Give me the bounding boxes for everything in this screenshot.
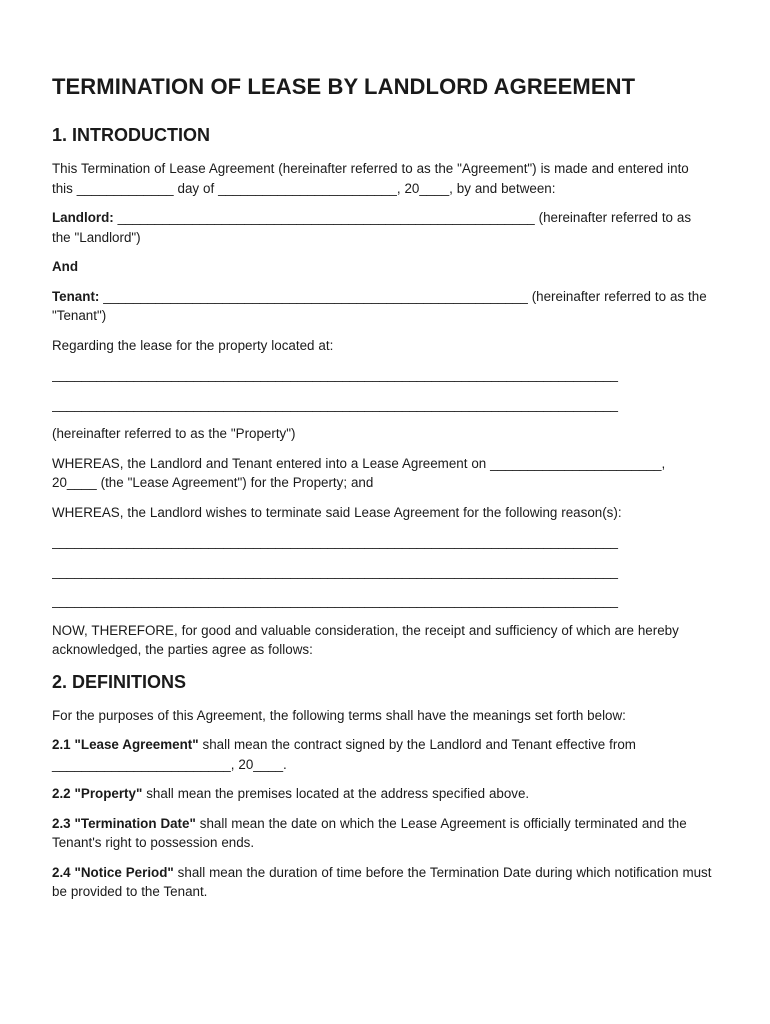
definition-text: shall mean the premises located at the address specified above. [142,786,530,801]
reason-line-1: ____________________________________________________________________________ [52,534,618,549]
definitions-intro-paragraph: For the purposes of this Agreement, the following terms shall have the meanings set forth below: [52,707,626,723]
tenant-paragraph [52,287,712,326]
landlord-text: ________________________________________________________ (hereinafter referred to as the "Landlord") [52,210,695,245]
section-heading-definitions: 2. DEFINITIONS [52,671,187,692]
tenant-label: Tenant: [52,288,100,304]
intro-paragraph: This Termination of Lease Agreement (hereinafter referred to as the "Agreement") is made and entered into this _____________ day of ________________________, 20____, by and between: [52,161,693,196]
whereas-terminate-paragraph: WHEREAS, the Landlord wishes to terminate said Lease Agreement for the following reason(s): [52,504,622,520]
definition-term: 2.2 "Property" [52,786,143,801]
property-address-line-2: ____________________________________________________________________________ [52,396,618,412]
section-heading-introduction: 1. INTRODUCTION [52,125,211,145]
landlord-paragraph [52,208,712,247]
reason-line-3: ____________________________________________________________________________ [52,593,618,608]
property-address-line-1: ____________________________________________________________________________ [52,367,618,382]
definition-termination-date [52,814,712,853]
property-intro-paragraph: Regarding the lease for the property located at: [52,337,334,353]
tenant-text: _________________________________________________________ (hereinafter referred to as the "Tenant") [52,288,711,323]
reason-line-2: ____________________________________________________________________________ [52,563,618,579]
definition-term: 2.1 "Lease Agreement" [52,737,199,752]
landlord-label: Landlord: [52,210,114,225]
now-therefore-paragraph: NOW, THEREFORE, for good and valuable consideration, the receipt and sufficiency of which are hereby acknowledged, the parties agree as follows: [52,622,683,657]
definition-term: 2.4 "Notice Period" [52,864,174,880]
definition-notice-period [52,863,716,902]
definition-lease-agreement [52,735,712,774]
definition-term: 2.3 "Termination Date" [52,815,196,831]
and-label-text: And [52,259,79,274]
document-title: TERMINATION OF LEASE BY LANDLORD AGREEMENT [52,74,636,99]
definition-text: shall mean the duration of time before the Termination Date during which notification must be provided to the Tenant. [52,864,716,899]
definition-text: shall mean the date on which the Lease Agreement is officially terminated and the Tenant's right to possession ends. [52,815,691,850]
and-label [52,257,712,277]
whereas-lease-paragraph: WHEREAS, the Landlord and Tenant entered into a Lease Agreement on _______________________, 20____ (the "Lease Agreement") for the Property; and [52,455,670,490]
property-reference-paragraph: (hereinafter referred to as the "Property") [52,426,296,441]
definition-text: shall mean the contract signed by the Landlord and Tenant effective from ________________________, 20____. [52,737,640,772]
definition-property [52,784,712,804]
